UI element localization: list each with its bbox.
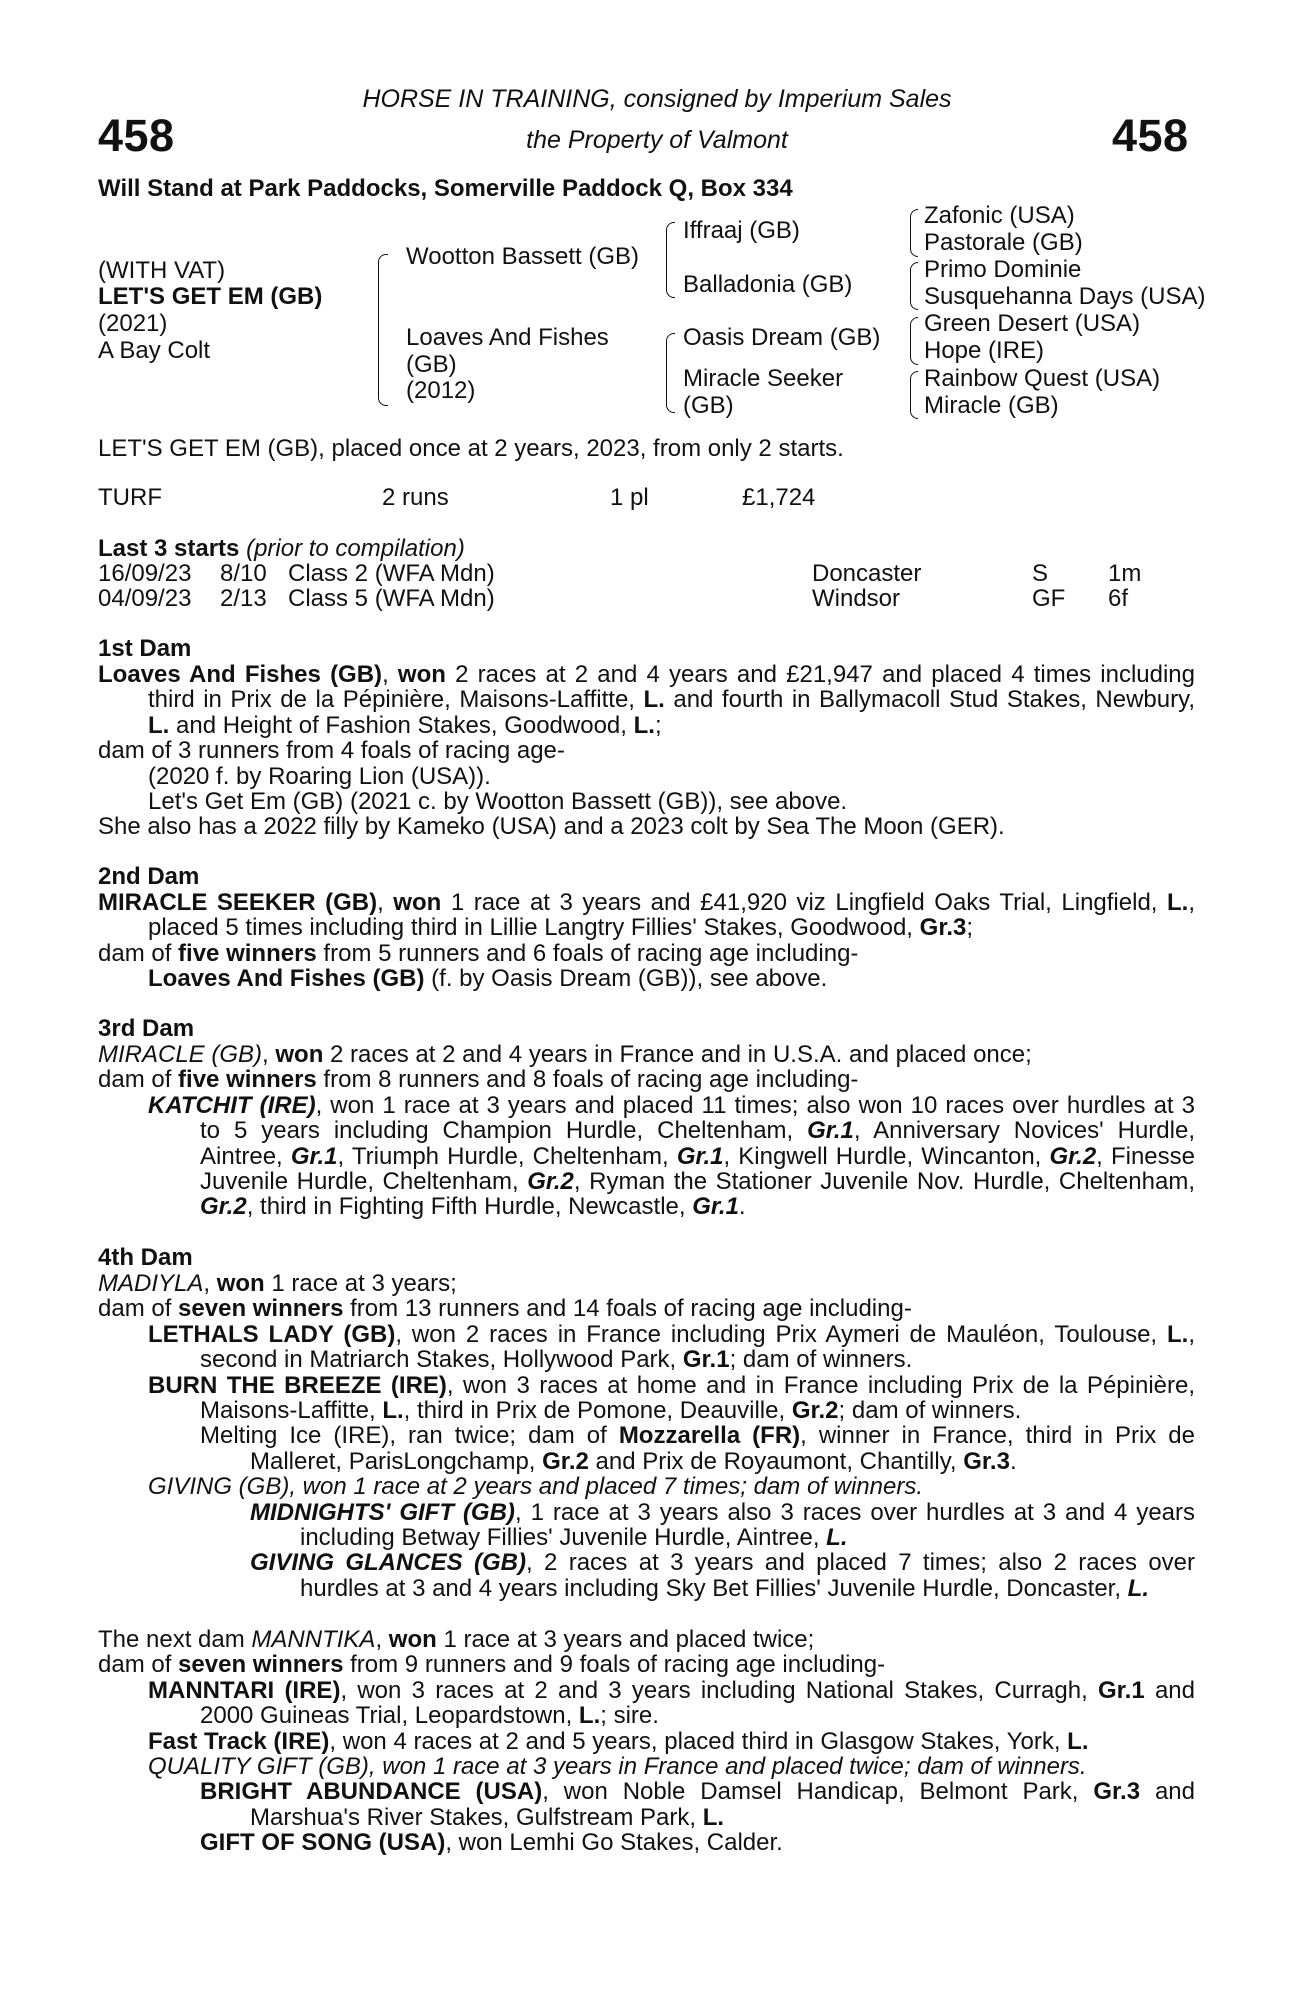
dam-record: MIRACLE SEEKER (GB), won 1 race at 3 years and £41,920 viz Lingfield Oaks Trial, Lingfield, L., placed 5 times including third in Lillie Langtry Fillies' Stakes, Goodwood, Gr.3; <box>98 889 1195 942</box>
lot-number-left: 458 <box>98 110 175 161</box>
dam-also-note: She also has a 2022 filly by Kameko (USA) and a 2023 colt by Sea The Moon (GER). <box>98 813 1005 841</box>
pedigree-sire-sire: Iffraaj (GB) <box>683 217 800 244</box>
foal-entry: (2020 f. by Roaring Lion (USA)). <box>148 762 491 790</box>
produce-entry: Fast Track (IRE), won 4 races at 2 and 5 years, placed third in Glasgow Stakes, York, L. <box>148 1727 1089 1755</box>
pedigree-dsd: Hope (IRE) <box>924 337 1045 364</box>
property-line: the Property of Valmont <box>526 126 788 154</box>
dam-name: MIRACLE (GB) <box>98 1041 263 1068</box>
start-race: Class 5 (WFA Mdn) <box>288 585 495 612</box>
dam-name: MADIYLA <box>98 1270 204 1297</box>
pedigree-brace-dam <box>666 333 675 413</box>
first-dam-section <box>98 636 1195 840</box>
record-surface: TURF <box>98 484 162 511</box>
dam-record: MADIYLA, won 1 race at 3 years; <box>98 1270 457 1297</box>
produce-entry: BURN THE BREEZE (IRE), won 3 races at home and in France including Prix de la Pépinière, Maisons-Laffitte, L., third in Prix de Pomone, Deauville, Gr.2; dam of winners. <box>148 1371 1196 1425</box>
start-distance: 1m <box>1108 560 1142 587</box>
last-starts-title: Last 3 starts <box>98 535 240 562</box>
last-starts-heading <box>98 536 465 562</box>
pedigree-sire: Wootton Bassett (GB) <box>406 243 639 270</box>
dam-name: MANNTIKA <box>251 1626 376 1653</box>
vat-note: (WITH VAT) <box>98 257 226 284</box>
pedigree-brace-ds <box>910 317 918 365</box>
next-dam-section <box>98 1627 1195 1856</box>
won-label: won <box>397 661 446 688</box>
start-going: GF <box>1032 585 1066 612</box>
stand-location: Will Stand at Park Paddocks, Somerville Paddock Q, Box 334 <box>98 175 793 202</box>
produce-entry: GIVING (GB), won 1 race at 2 years and placed 7 times; dam of winners. <box>148 1473 923 1501</box>
produce-entry: GIVING GLANCES (GB), 2 races at 3 years and placed 7 times; also 2 races over hurdles at 3 and 4 years including Sky Bet Fillies' Juvenile Hurdle, Doncaster, L. <box>250 1549 1196 1602</box>
produce-entry: QUALITY GIFT (GB), won 1 race at 3 years in France and placed twice; dam of winners. <box>148 1753 1087 1781</box>
start-course: Doncaster <box>812 560 922 587</box>
record-placed: 1 pl <box>610 484 649 511</box>
start-position: 2/13 <box>220 585 267 612</box>
dam-produce-summary: dam of seven winners from 9 runners and 9 foals of racing age including- <box>98 1651 886 1679</box>
pedigree-sss: Zafonic (USA) <box>924 202 1075 229</box>
dam-name: MIRACLE SEEKER (GB) <box>98 889 378 916</box>
consignor-line: HORSE IN TRAINING, consigned by Imperium Sales <box>362 85 952 113</box>
dam-produce-summary: dam of five winners from 5 runners and 6 foals of racing age including- <box>98 939 859 967</box>
section-heading: 1st Dam <box>98 635 192 662</box>
pedigree-brace-ss <box>910 209 918 257</box>
start-race: Class 2 (WFA Mdn) <box>288 560 495 587</box>
start-date: 16/09/23 <box>98 560 192 587</box>
section-heading: 4th Dam <box>98 1244 193 1271</box>
second-dam-section <box>98 864 1195 992</box>
pedigree-dss: Green Desert (USA) <box>924 310 1141 337</box>
produce-entry: GIFT OF SONG (USA), won Lemhi Go Stakes, Calder. <box>200 1829 783 1857</box>
dam-name: Loaves And Fishes (GB) <box>98 661 383 688</box>
section-heading: 2nd Dam <box>98 863 200 890</box>
produce-entry: MIDNIGHTS' GIFT (GB), 1 race at 3 years also 3 races over hurdles at 3 and 4 years including Betway Fillies' Juvenile Hurdle, Aintree, L. <box>250 1498 1196 1552</box>
start-going: S <box>1032 560 1049 587</box>
produce-entry: BRIGHT ABUNDANCE (USA), won Noble Damsel Handicap, Belmont Park, Gr.3 and Marshua's River Stakes, Gulfstream Park, L. <box>200 1778 1195 1831</box>
racing-summary: LET'S GET EM (GB), placed once at 2 years, 2023, from only 2 starts. <box>98 435 844 462</box>
produce-entry: Melting Ice (IRE), ran twice; dam of Mozzarella (FR), winner in France, third in Prix de Malleret, ParisLongchamp, Gr.2 and Prix de Royaumont, Chantilly, Gr.3. <box>200 1422 1196 1475</box>
pedigree-brace-dd <box>910 371 918 419</box>
lot-number-right: 458 <box>1112 110 1189 161</box>
horse-year: (2021) <box>98 310 168 337</box>
pedigree-dam-dam-line1: Miracle Seeker <box>683 365 844 392</box>
pedigree-dam-line1: Loaves And Fishes <box>406 324 609 351</box>
pedigree-sire-dam: Balladonia (GB) <box>683 271 853 298</box>
dam-produce-summary: dam of 3 runners from 4 foals of racing age- <box>98 737 565 765</box>
start-position: 8/10 <box>220 560 267 587</box>
third-dam-section <box>98 1016 1195 1220</box>
record-earnings: £1,724 <box>742 484 816 511</box>
section-heading: 3rd Dam <box>98 1015 195 1042</box>
fourth-dam-section <box>98 1245 1195 1601</box>
pedigree-sdd: Susquehanna Days (USA) <box>924 283 1206 310</box>
dam-record: MIRACLE (GB), won 2 races at 2 and 4 years in France and in U.S.A. and placed once; <box>98 1041 1032 1068</box>
horse-description: A Bay Colt <box>98 337 211 364</box>
record-runs: 2 runs <box>382 484 449 511</box>
pedigree-brace-sire <box>666 222 675 298</box>
pedigree-dam-line3: (2012) <box>406 377 476 404</box>
pedigree-ddd: Miracle (GB) <box>924 392 1059 419</box>
pedigree-ssd: Pastorale (GB) <box>924 229 1083 256</box>
last-starts-note: (prior to compilation) <box>246 535 465 562</box>
produce-entry: KATCHIT (IRE), won 1 race at 3 years and placed 11 times; also won 10 races over hurdles at 3 to 5 years including Champion Hurdle, Cheltenham, Gr.1, Anniversary Novices' Hurdle, Aintree, Gr.1, Triumph Hurdle, Cheltenham, Gr.1, Kingwell Hurdle, Wincanton, Gr.2, Finesse Juvenile Hurdle, Cheltenham, Gr.2, Ryman the Stationer Juvenile Nov. Hurdle, Cheltenham, Gr.2, third in Fighting Fifth Hurdle, Newcastle, Gr.1. <box>148 1091 1195 1221</box>
produce-entry: MANNTARI (IRE), won 3 races at 2 and 3 years including National Stakes, Curragh, Gr.1 and 2000 Guineas Trial, Leopardstown, L.; sire. <box>148 1676 1195 1730</box>
pedigree-dds: Rainbow Quest (USA) <box>924 365 1161 392</box>
dam-produce-summary: dam of five winners from 8 runners and 8 foals of racing age including- <box>98 1066 859 1094</box>
horse-name: LET'S GET EM (GB) <box>98 283 323 310</box>
pedigree-brace-sd <box>910 262 918 310</box>
dam-record: Loaves And Fishes (GB), won 2 races at 2 and 4 years and £21,947 and placed 4 times including third in Prix de la Pépinière, Maisons-Laffitte, L. and fourth in Ballymacoll Stud Stakes, Newbury, L. and Height of Fashion Stakes, Goodwood, L.; <box>98 661 1196 739</box>
start-course: Windsor <box>812 585 901 612</box>
start-date: 04/09/23 <box>98 585 192 612</box>
start-distance: 6f <box>1108 585 1129 612</box>
pedigree-dam-line2: (GB) <box>406 351 457 378</box>
pedigree-dam-dam-line2: (GB) <box>683 392 734 419</box>
dam-produce-summary: dam of seven winners from 13 runners and 14 foals of racing age including- <box>98 1295 912 1323</box>
dam-record: The next dam MANNTIKA, won 1 race at 3 years and placed twice; <box>98 1626 815 1653</box>
pedigree-dam-sire: Oasis Dream (GB) <box>683 324 881 351</box>
produce-entry: LETHALS LADY (GB), won 2 races in France including Prix Aymeri de Mauléon, Toulouse, L., second in Matriarch Stakes, Hollywood Park, Gr.1; dam of winners. <box>148 1320 1195 1374</box>
foal-entry: Let's Get Em (GB) (2021 c. by Wootton Bassett (GB)), see above. <box>148 788 848 816</box>
pedigree-sds: Primo Dominie <box>924 256 1082 283</box>
pedigree-brace-main <box>378 254 388 406</box>
produce-entry: Loaves And Fishes (GB) (f. by Oasis Dream (GB)), see above. <box>148 965 828 993</box>
